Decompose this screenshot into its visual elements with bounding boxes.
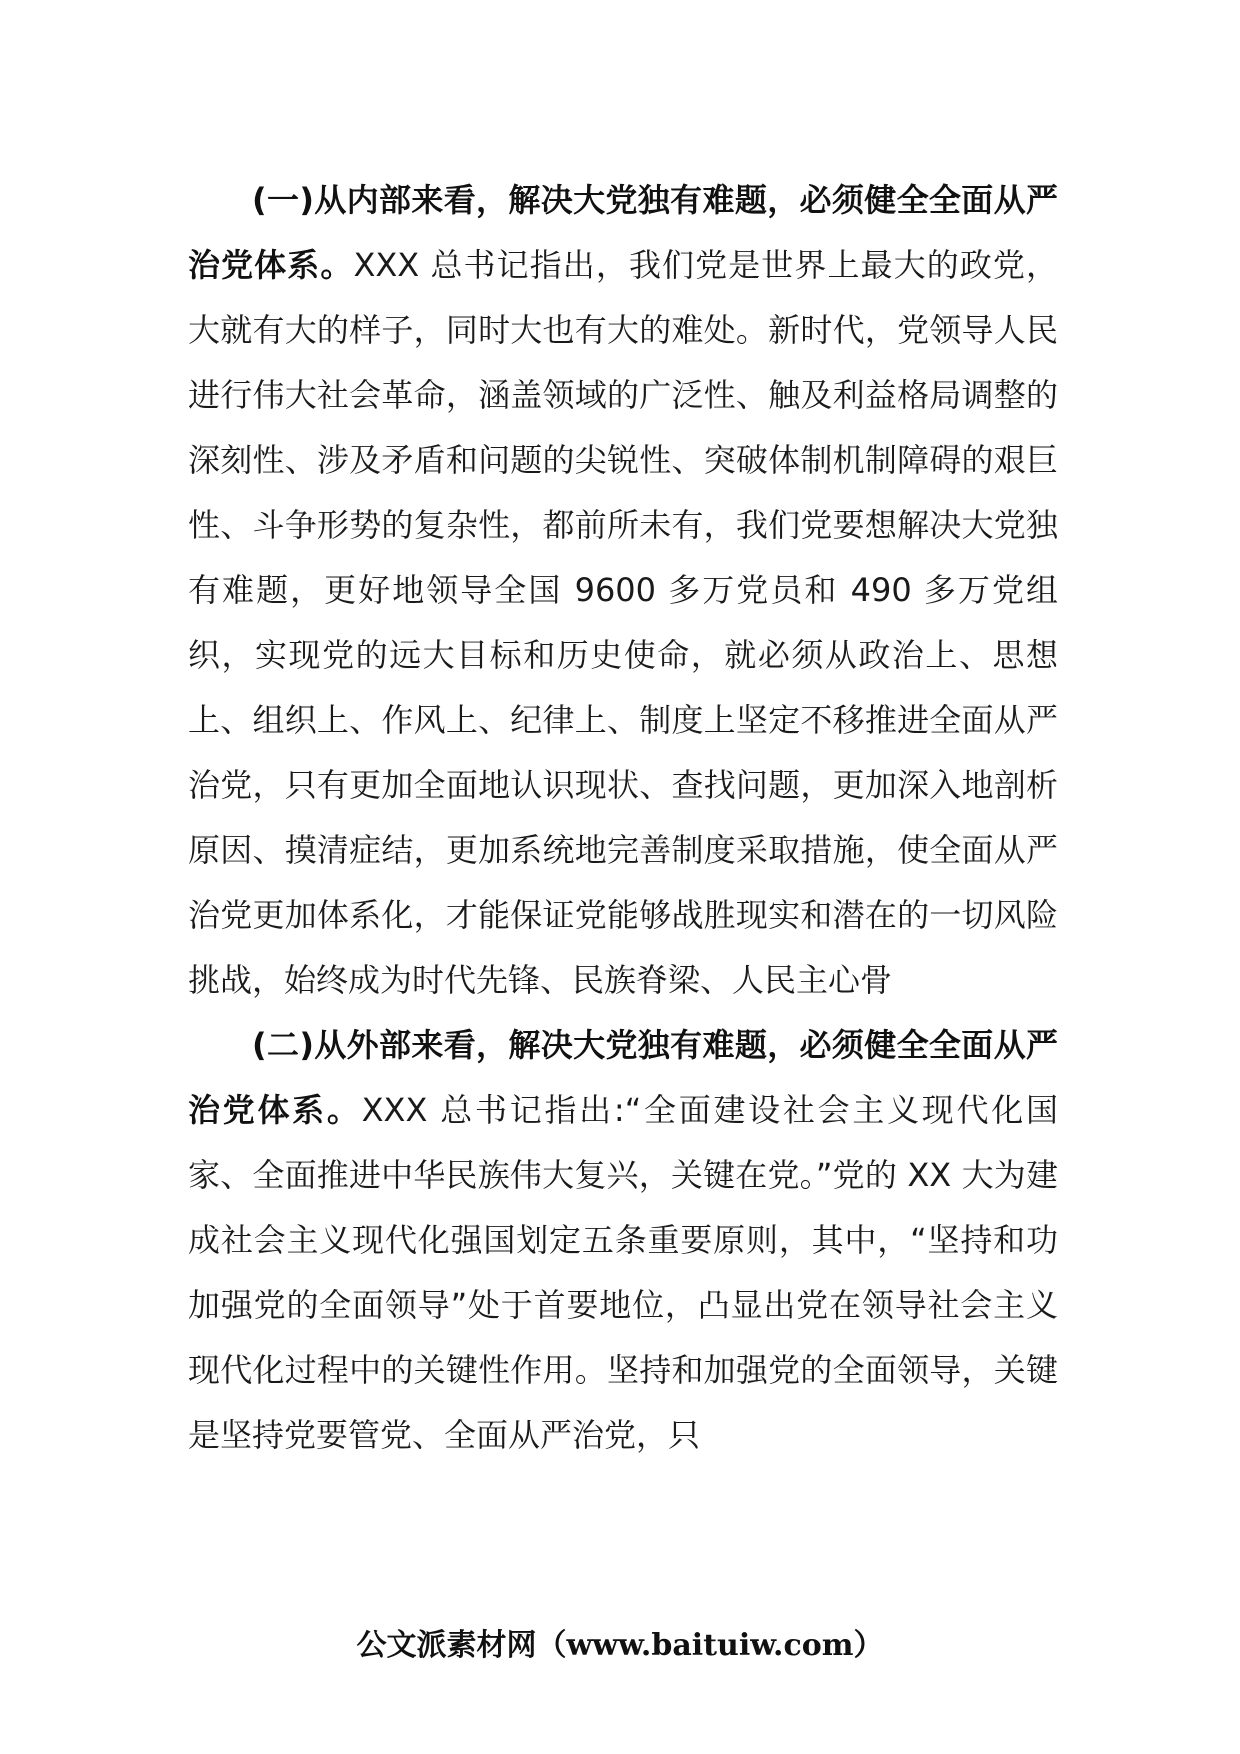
paragraph-1-heading: (一)从内部来看，解决大党独有难题，必须健全全面从严治党体系。 [188,181,1058,284]
document-body [188,168,1058,1468]
page-footer: 公文派素材网（www.baituiw.com） [356,1628,884,1663]
paragraph-2-heading: (二)从外部来看，解决大党独有难题，必须健全全面从严治党体系。 [188,1026,1058,1129]
paragraph-2-body: XXX 总书记指出:“全面建设社会主义现代化国家、全面推进中华民族伟大复兴，关键在党。”党的 XX 大为建成社会主义现代化强国划定五条重要原则，其中，“坚持和功加强党的全面领导”处于首要地位，凸显出党在领导社会主义现代化过程中的关键性作用。坚持和加强党的全面领导，关键是坚持党要管党、全面从严治党，只 [188,1091,1058,1454]
paragraph-1 [188,168,1058,1013]
paragraph-2 [188,1013,1058,1468]
paragraph-1-body: XXX 总书记指出，我们党是世界上最大的政党，大就有大的样子，同时大也有大的难处。新时代，党领导人民进行伟大社会革命，涵盖领域的广泛性、触及利益格局调整的深刻性、涉及矛盾和问题的尖锐性、突破体制机制障碍的艰巨性、斗争形势的复杂性，都前所未有，我们党要想解决大党独有难题，更好地领导全国 9600 多万党员和 490 多万党组织，实现党的远大目标和历史使命，就必须从政治上、思想上、组织上、作风上、纪律上、制度上坚定不移推进全面从严治党，只有更加全面地认识现状、查找问题，更加深入地剖析原因、摸清症结，更加系统地完善制度采取措施，使全面从严治党更加体系化，才能保证党能够战胜现实和潜在的一切风险挑战，始终成为时代先锋、民族脊梁、人民主心骨 [188,246,1058,999]
